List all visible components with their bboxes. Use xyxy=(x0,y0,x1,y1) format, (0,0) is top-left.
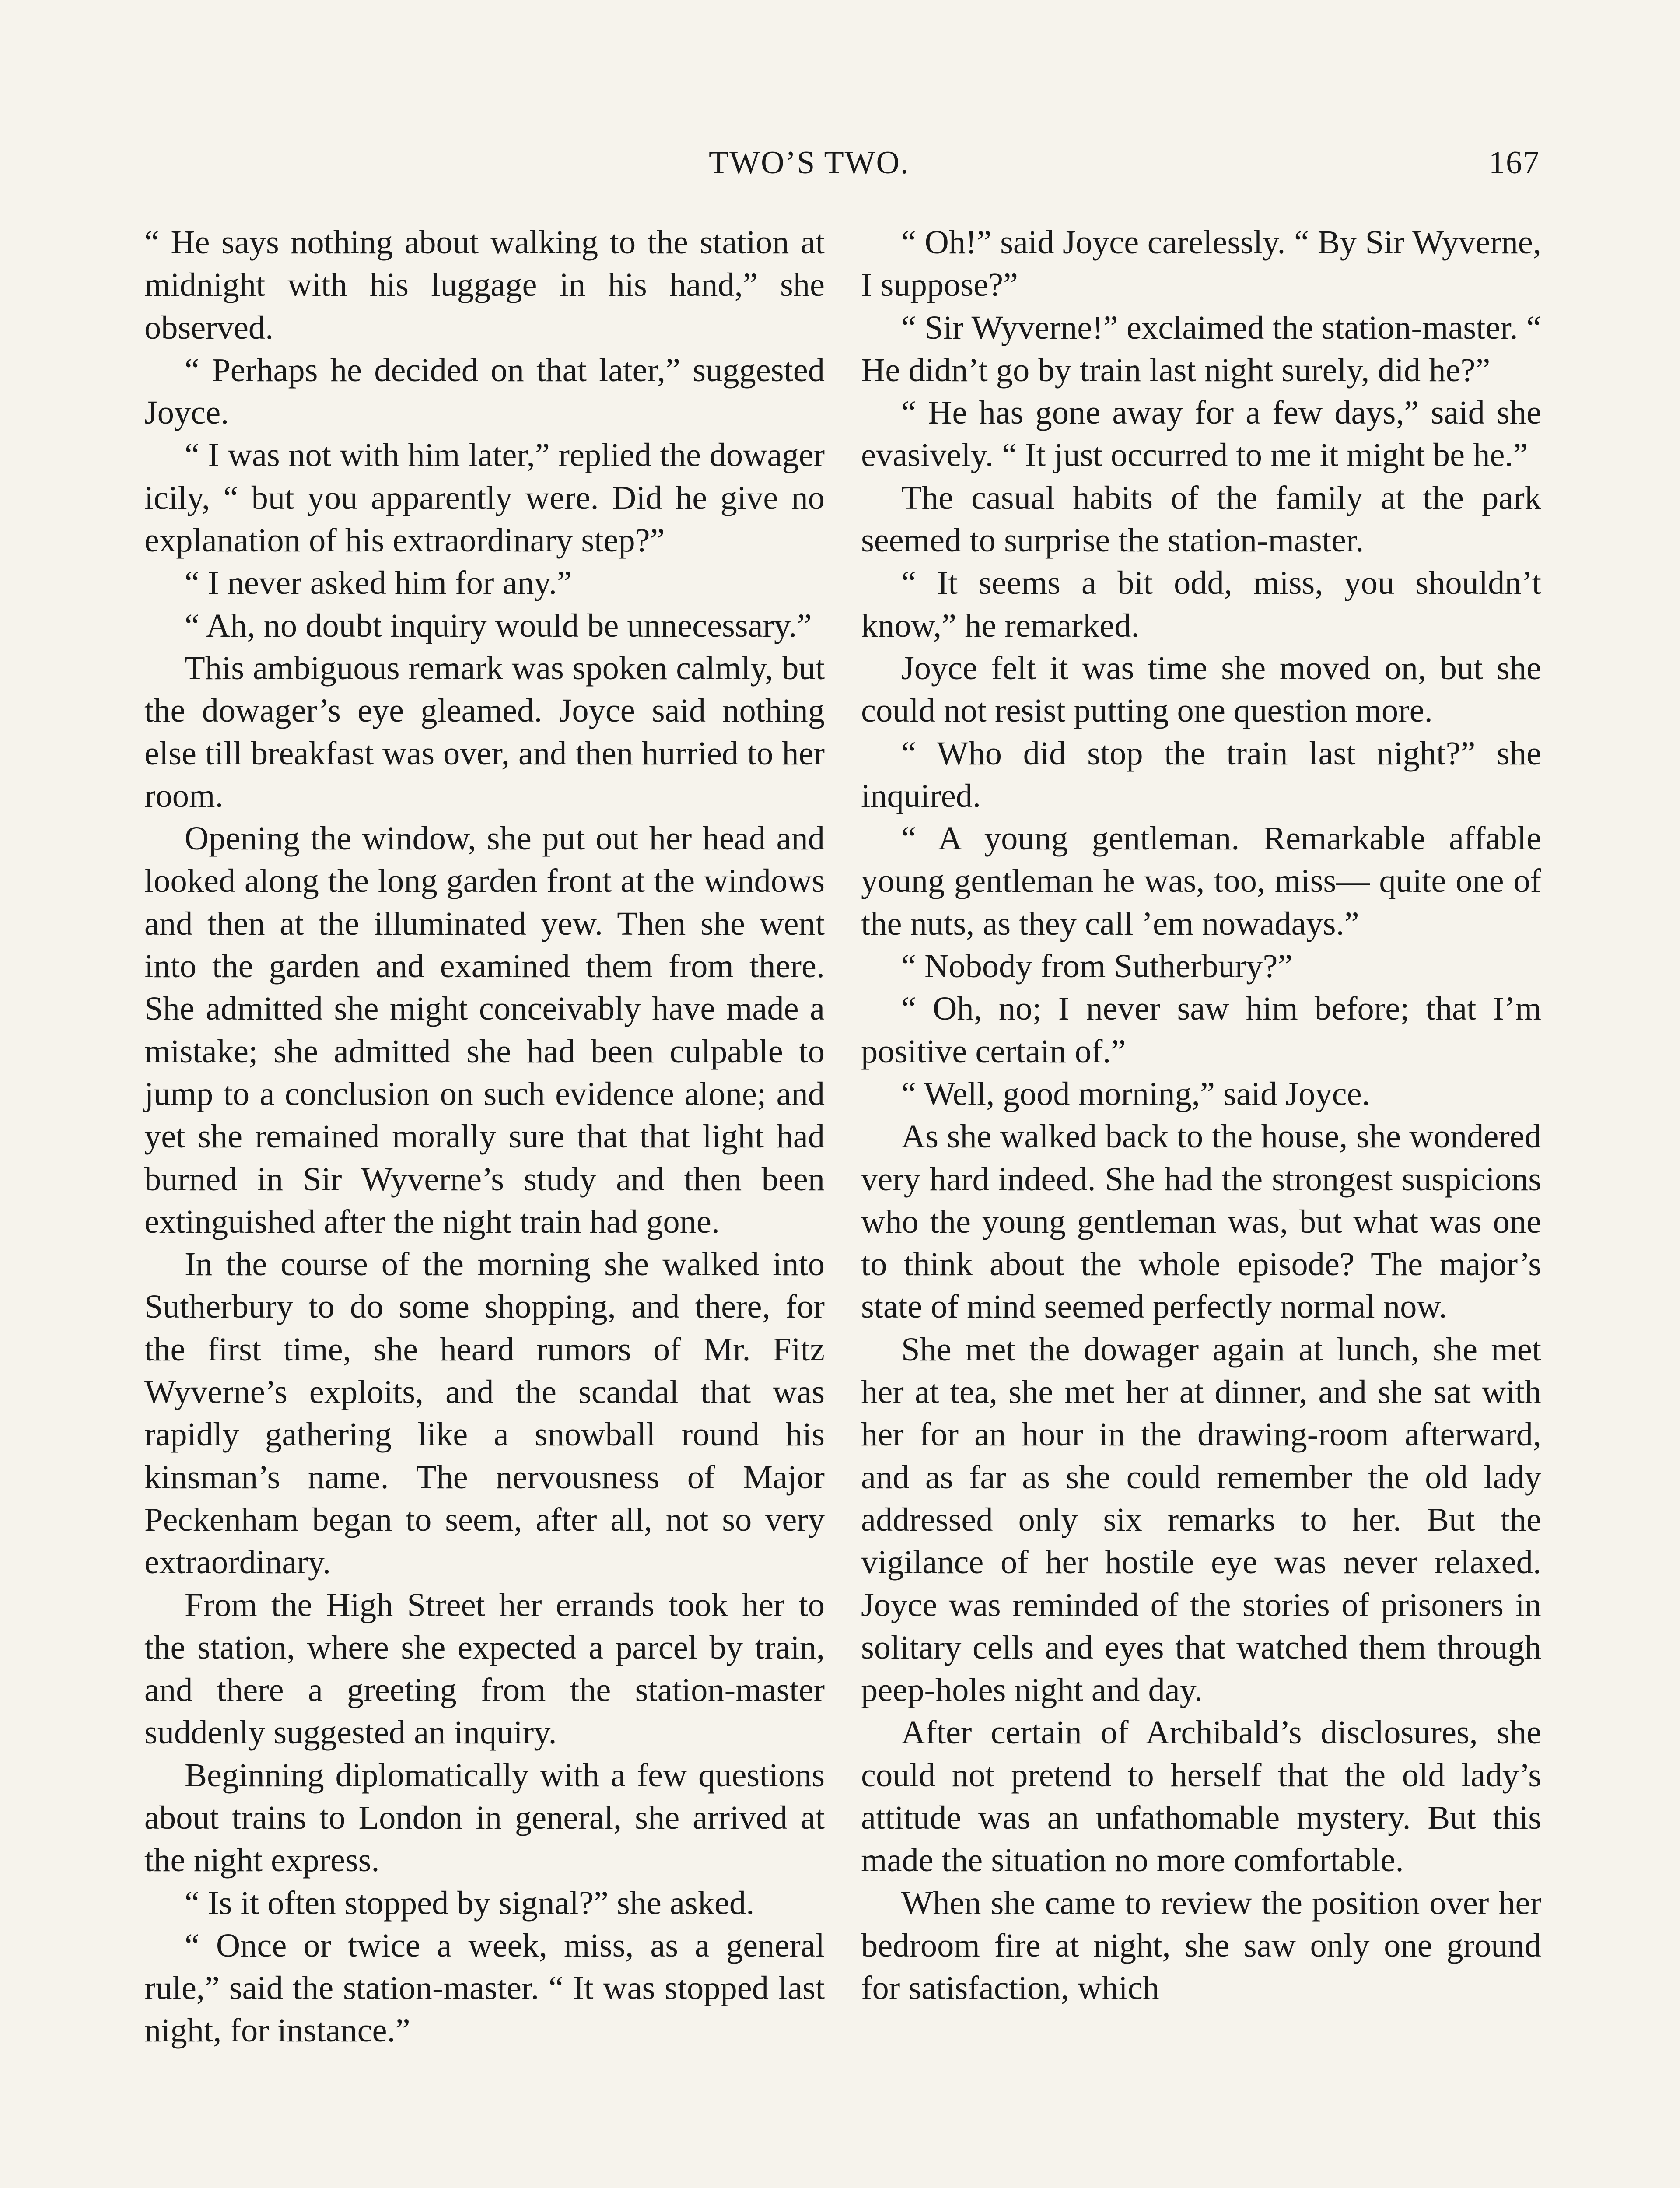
paragraph: “ He has gone away for a few days,” said she evasively. “ It just occurred to me it might be he.” xyxy=(861,394,1541,474)
paragraph: “ Is it often stopped by signal?” she asked. xyxy=(185,1884,755,1922)
paragraph: “ I never asked him for any.” xyxy=(185,564,572,602)
paragraph: “ Oh!” said Joyce carelessly. “ By Sir Wyverne, I suppose?” xyxy=(861,224,1541,304)
paragraph: “ It seems a bit odd, miss, you shouldn’t know,” he remarked. xyxy=(861,564,1541,644)
left-column xyxy=(144,221,825,2052)
paragraph: “ He says nothing about walking to the station at midnight with his luggage in his hand,” she observed. xyxy=(144,224,825,346)
paragraph: “ Perhaps he decided on that later,” suggested Joyce. xyxy=(144,351,825,431)
running-title: TWO’S TWO. xyxy=(709,145,910,181)
paragraph: “ Oh, no; I never saw him before; that I’m positive certain of.” xyxy=(861,990,1541,1070)
paragraph: As she walked back to the house, she wondered very hard indeed. She had the strongest suspicions who the young gentleman was, but what was one to think about the whole episode? The major’s state of mind seemed perfectly normal now. xyxy=(861,1118,1541,1325)
paragraph: She met the dowager again at lunch, she met her at tea, she met her at dinner, and she sat with her for an hour in the drawing-room afterward, and as far as she could remember the old lady addressed only six remarks to her. But the vigilance of her hostile eye was never relaxed. Joyce was reminded of the stories of prisoners in solitary cells and eyes that watched them through peep-holes night and day. xyxy=(861,1330,1541,1709)
running-head xyxy=(144,144,1540,188)
paragraph: “ Who did stop the train last night?” she inquired. xyxy=(861,734,1541,814)
right-column xyxy=(861,221,1541,2009)
paragraph: “ Nobody from Sutherbury?” xyxy=(901,947,1293,985)
paragraph: “ Sir Wyverne!” exclaimed the station-master. “ He didn’t go by train last night surely, did he?” xyxy=(861,309,1541,389)
paragraph: From the High Street her errands took her to the station, where she expected a parcel by train, and there a greeting from the station-master suddenly suggested an inquiry. xyxy=(144,1586,825,1751)
paragraph: In the course of the morning she walked into Sutherbury to do some shopping, and there, for the first time, she heard rumors of Mr. Fitz Wyverne’s exploits, and the scandal that was rapidly gathering like a snowball round his kinsman’s name. The nervousness of Major Peckenham began to seem, after all, not so very extraordinary. xyxy=(144,1245,825,1581)
paragraph: When she came to review the position over her bedroom fire at night, she saw only one ground for satisfaction, which xyxy=(861,1884,1541,2007)
paragraph: “ A young gentleman. Remarkable affable young gentleman he was, too, miss— quite one of the nuts, as they call ’em nowadays.” xyxy=(861,820,1541,942)
paragraph: “ Well, good morning,” said Joyce. xyxy=(901,1075,1370,1112)
paragraph: “ Once or twice a week, miss, as a general rule,” said the station-master. “ It was stopped last night, for instance.” xyxy=(144,1926,825,2049)
paragraph: Beginning diplomatically with a few questions about trains to London in general, she arrived at the night express. xyxy=(144,1756,825,1879)
paragraph: “ Ah, no doubt inquiry would be unnecessary.” xyxy=(185,607,812,644)
paragraph: Opening the window, she put out her head and looked along the long garden front at the windows and then at the illuminated yew. Then she went into the garden and examined them from there. She admitted she might conceivably have made a mistake; she admitted she had been culpable to jump to a conclusion on such evidence alone; and yet she remained morally sure that that light had burned in Sir Wyverne’s study and then been extinguished after the night train had gone. xyxy=(144,820,825,1240)
paragraph: The casual habits of the family at the park seemed to surprise the station-master. xyxy=(861,479,1541,559)
paragraph: After certain of Archibald’s disclosures, she could not pretend to herself that the old lady’s attitude was an unfathomable mystery. But this made the situation no more comfortable. xyxy=(861,1714,1541,1879)
paragraph: This ambiguous remark was spoken calmly, but the dowager’s eye gleamed. Joyce said nothing else till breakfast was over, and then hurried to her room. xyxy=(144,649,825,814)
paragraph: “ I was not with him later,” replied the dowager icily, “ but you apparently were. Did he give no explanation of his extraordinary step?” xyxy=(144,436,825,559)
page-number: 167 xyxy=(1489,145,1540,181)
paragraph: Joyce felt it was time she moved on, but she could not resist putting one question more. xyxy=(861,649,1541,729)
